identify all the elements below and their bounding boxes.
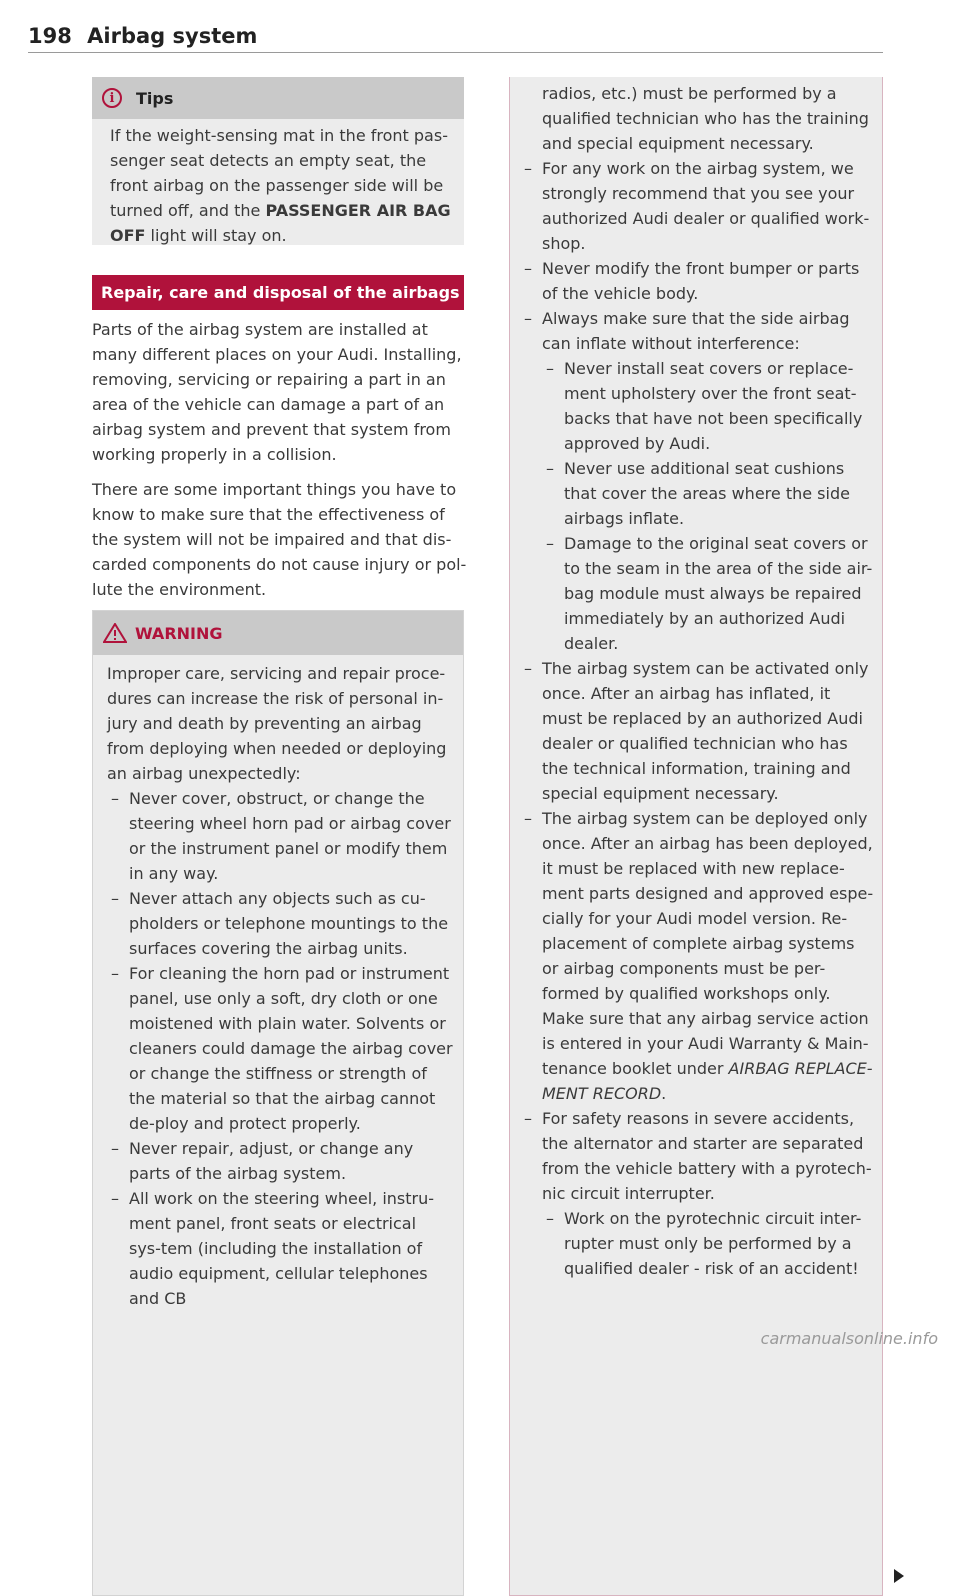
- warning-title: WARNING: [135, 623, 223, 643]
- warning-triangle-icon: [103, 623, 127, 643]
- continuation-text: [510, 77, 882, 1281]
- warning-continuation-box: [509, 77, 883, 1596]
- section-paragraphs: [92, 317, 472, 612]
- list-item: [520, 1106, 874, 1281]
- page-number: 198: [28, 24, 72, 48]
- list-item: – For any work on the airbag system, we strongly recommend that you see your authorized Audi dealer or qualified work-shop.: [520, 156, 874, 256]
- sub-list-item: – Work on the pyrotechnic circuit inter-rupter must only be performed by a qualified dealer - risk of an accident!: [542, 1206, 874, 1281]
- section-title: Repair, care and disposal of the airbags: [101, 283, 460, 302]
- list-item: [520, 306, 874, 656]
- pyro-sublist: [542, 1206, 874, 1281]
- continue-arrow-icon: [894, 1569, 904, 1583]
- section-title-bar: [92, 275, 464, 310]
- paragraph: There are some important things you have to know to make sure that the effectiveness of the system will not be impaired and that dis-carded components do not cause injury or pol-lute the environment.: [92, 480, 467, 599]
- tips-text-part-end: light will stay on.: [145, 226, 287, 245]
- list-item: – Never attach any objects such as cu-pholders or telephone mountings to the surfaces covering the airbag units.: [107, 886, 453, 961]
- list-item: – Never repair, adjust, or change any parts of the airbag system.: [107, 1136, 453, 1186]
- warning-header: [93, 611, 463, 655]
- tips-title: Tips: [136, 88, 174, 108]
- list-item: – The airbag system can be activated only once. After an airbag has inflated, it must be replaced by an authorized Audi dealer or qualified technician who has the technical information, training and special equipment necessary.: [520, 656, 874, 806]
- continuation-item: radios, etc.) must be performed by a qualified technician who has the training and special equipment necessary.: [542, 84, 869, 153]
- header-divider: [28, 52, 883, 53]
- sub-list-item: – Never use additional seat cushions that cover the areas where the side airbags inflate.: [542, 456, 874, 531]
- tips-box: [92, 77, 464, 245]
- list-item: – Never cover, obstruct, or change the steering wheel horn pad or airbag cover or the instrument panel or modify them in any way.: [107, 786, 453, 886]
- warning-box: [92, 610, 464, 1596]
- list-item-text: The airbag system can be deployed only once. After an airbag has been deployed, it must be replaced with new replace-ment parts designed and approved espe-cially for your Audi model version. Re-placement of complete airbag systems or airbag components must be per-formed by qualified workshops only. Make sure that any airbag service action is entered in your Audi Warranty & Main-tenance booklet under: [542, 809, 874, 1078]
- continuation-list: [520, 81, 874, 1281]
- tips-text-bold: PASSENGER AIR BAG OFF: [110, 201, 451, 245]
- list-item: – Never modify the front bumper or parts of the vehicle body.: [520, 256, 874, 306]
- list-item: [520, 806, 874, 1106]
- tips-text-part: If the weight-sensing mat in the front pas-senger seat detects an empty seat, the front airbag on the passenger side will be turned off, and the: [110, 126, 448, 220]
- tips-text: [92, 119, 464, 248]
- list-item-text-end: .: [661, 1084, 667, 1103]
- sub-list-item: – Damage to the original seat covers or to the seam in the area of the side air-bag module must always be repaired immediately by an authorized Audi dealer.: [542, 531, 874, 656]
- side-airbag-sublist: [542, 356, 874, 656]
- list-item: – All work on the steering wheel, instru-ment panel, front seats or electrical sys-tem (including the installation of audio equipment, cellular telephones and CB: [107, 1186, 453, 1311]
- info-icon: i: [102, 88, 122, 108]
- page-header-title: Airbag system: [87, 24, 258, 48]
- list-item-text: Always make sure that the side airbag can inflate without interference:: [542, 309, 850, 353]
- list-item: – For cleaning the horn pad or instrument panel, use only a soft, dry cloth or one moistened with plain water. Solvents or cleaners could damage the airbag cover or change the stiffness or strength of the material so that the airbag cannot de-ploy and protect properly.: [107, 961, 453, 1136]
- sub-list-item: – Never install seat covers or replace-ment upholstery over the front seat-backs that have not been specifically approved by Audi.: [542, 356, 874, 456]
- page-header: [28, 24, 257, 48]
- warning-intro: Improper care, servicing and repair proce-dures can increase the risk of personal in-jury and death by preventing an airbag from deploying when needed or deploying an airbag unexpectedly:: [107, 664, 447, 783]
- list-item-italic: AIRBAG REPLACE-MENT RECORD: [542, 1059, 873, 1103]
- tips-header: [92, 77, 464, 119]
- list-item-text: For safety reasons in severe accidents, the alternator and starter are separated from the vehicle battery with a pyrotech-nic circuit interrupter.: [542, 1109, 872, 1203]
- watermark: carmanualsonline.info: [760, 1329, 938, 1348]
- paragraph: Parts of the airbag system are installed at many different places on your Audi. Installing, removing, servicing or repairing a part in an area of the vehicle can damage a part of an airbag system and prevent that system from working properly in a collision.: [92, 320, 462, 464]
- warning-text: [93, 655, 463, 1311]
- warning-list: [107, 786, 453, 1311]
